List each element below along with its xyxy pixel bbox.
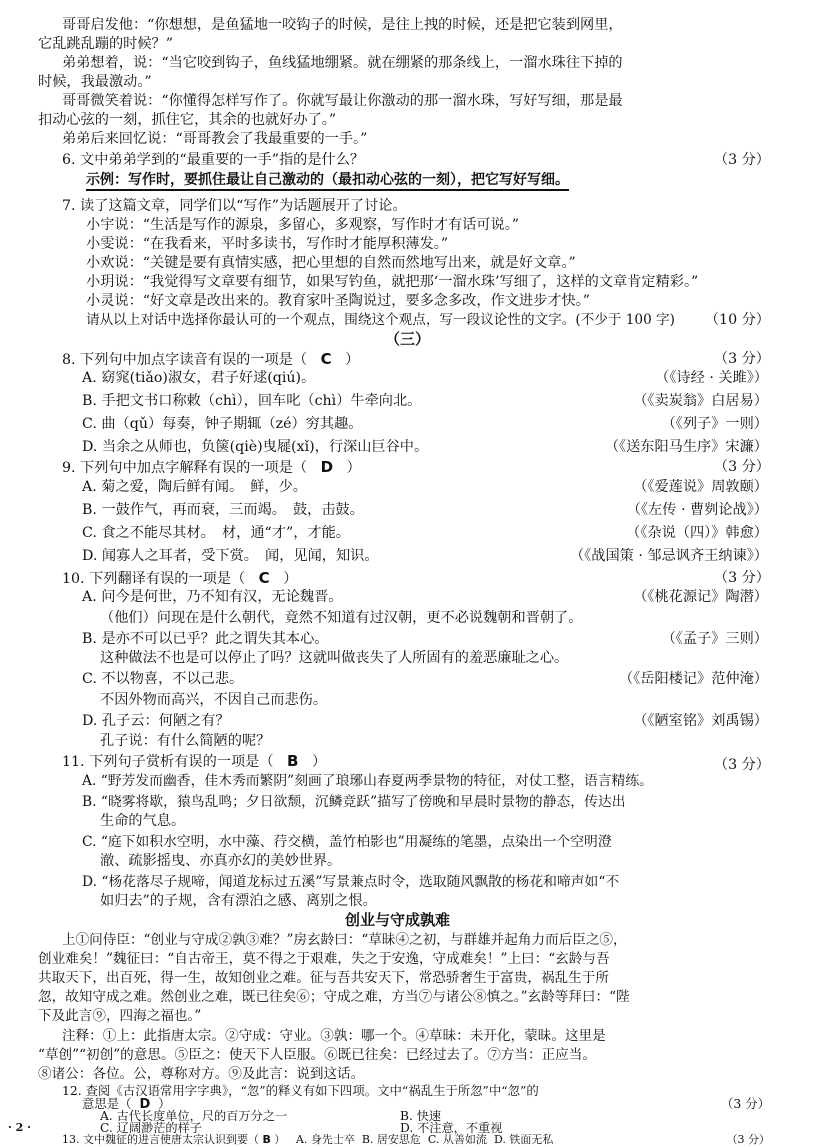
q13-close: ） [274, 1133, 286, 1146]
q10-option-a-source: （《桃花源记》陶潜） [633, 589, 768, 605]
passage-notes: “草创”“初创”的意思。⑤臣之：使天下人臣服。⑥既已往矣：已经过去了。⑦方当：正应当。 [38, 1047, 596, 1063]
q7-line: 小玥说：“我觉得写文章要有细节，如果写钓鱼，就把那‘一溜水珠’写细了，这样的文章肯定精彩。” [86, 274, 699, 290]
q12-option-a: A. 古代长度单位，尺的百万分之一 [100, 1109, 288, 1123]
passage-line: 共取天下，出百死，得一生，故知创业之难。征与吾共安天下，常恐骄奢生于富贵，祸乱生于所 [38, 970, 609, 986]
q11-answer: B [287, 752, 299, 770]
q8-stem-text: 8. 下列句中加点字读音有误的一项是（ [62, 352, 308, 368]
q10-answer: C [258, 569, 270, 587]
q13-answer: B [262, 1133, 271, 1146]
q11-option-c: C. “庭下如积水空明，水中藻、荇交横，盖竹柏影也”用凝练的笔墨，点染出一个空明澄 [82, 834, 612, 850]
q8-option-a-source: （《诗经 · 关雎》） [655, 370, 768, 386]
q8-stem [62, 350, 359, 369]
story-para-3: 哥哥微笑着说：“你懂得怎样写作了。你就写最让你激动的那一溜水珠，写好写细，那是最 [62, 93, 623, 109]
q7-line: 小欢说：“关键是要有真情实感，把心里想的自然而然地写出来，就是好文章。” [86, 255, 576, 271]
q9-option-b-source: （《左传 · 曹刿论战》） [626, 502, 768, 518]
q9-option-c-source: （《杂说（四）》韩愈） [626, 525, 768, 541]
q6-answer [86, 171, 569, 189]
q11-option-b-cont: 生命的气息。 [100, 813, 186, 829]
page-number: · 2 · [8, 1121, 31, 1134]
q12-close: ） [158, 1096, 171, 1111]
q10-option-a: A. 问今是何世，乃不知有汉，无论魏晋。 [82, 589, 343, 605]
q10-option-d-translation: 孔子说：有什么简陋的呢？ [100, 733, 271, 749]
q11-stem-text: 11. 下列句子赏析有误的一项是（ [62, 754, 274, 770]
story-para-4: 弟弟后来回忆说：“哥哥教会了我最重要的一手。” [62, 131, 368, 147]
q7-line: 小雯说：“在我看来，平时多读书，写作时才能厚积薄发。” [86, 236, 449, 252]
q9-option-a-source: （《爱莲说》周敦颐） [633, 479, 768, 495]
q8-option-d-source: （《送东阳马生序》宋濂） [604, 439, 768, 455]
story-para-1-cont: 它乱跳乱蹦的时候？” [38, 36, 173, 52]
story-para-2-cont: 时候，我最激动。” [38, 74, 152, 90]
q13-option-d: D. 铁面无私 [493, 1133, 554, 1146]
q9-option-c: C. 食之不能尽其材。 材，通“才”，才能。 [82, 525, 350, 541]
q8-option-a: A. 窈窕(tiǎo)淑女，君子好逑(qiú)。 [82, 370, 316, 386]
q7-prompt: 请从以上对话中选择你最认可的一个观点，围绕这个观点，写一段议论性的文字。(不少于 100 字) [86, 312, 675, 328]
q11-stem [62, 752, 326, 771]
q7-line: 小宇说：“生活是写作的源泉，多留心，多观察，写作时才有话可说。” [86, 217, 520, 233]
q9-option-a: A. 菊之爱，陶后鲜有闻。 鲜，少。 [82, 479, 307, 495]
q13-points: （3 分） [726, 1133, 770, 1146]
q11-option-d: D. “杨花落尽子规啼，闻道龙标过五溪”写景兼点时令，选取随风飘散的杨花和啼声如“不 [82, 874, 620, 890]
q7-line: 小灵说：“好文章是改出来的。教育家叶圣陶说过，要多念多改，作文进步才快。” [86, 293, 590, 309]
q13-option-b: B. 居安思危 [361, 1133, 421, 1146]
q10-option-c: C. 不以物喜，不以己悲。 [82, 671, 244, 687]
q10-option-d: D. 孔子云：何陋之有？ [82, 713, 230, 729]
q11-option-b: B. “晓雾将歇，猿鸟乱鸣；夕日欲颓，沉鳞竞跃”描写了傍晚和早晨时景物的静态，传达出 [82, 794, 626, 810]
section-three-heading: （三） [385, 330, 431, 348]
q7-stem: 7. 读了这篇文章，同学们以“写作”为话题展开了讨论。 [62, 198, 407, 214]
q9-stem [62, 458, 361, 477]
story-para-1: 哥哥启发他：“你想想，是鱼猛地一咬钩子的时候，是往上拽的时候，还是把它装到网里， [62, 17, 623, 33]
q11-option-c-cont: 澈、疏影摇曳、亦真亦幻的美妙世界。 [100, 853, 342, 869]
q13-stem-text: 13. 文中魏征的进言使唐太宗认识到要（ [62, 1133, 259, 1146]
q10-option-d-source: （《陋室铭》刘禹锡） [633, 713, 768, 729]
q12-points: （3 分） [721, 1096, 770, 1111]
q10-option-b-translation: 这种做法不也是可以停止了吗？这就叫做丧失了人所固有的羞恶廉耻之心。 [100, 650, 569, 666]
q9-option-d-source: （《战国策 · 邹忌讽齐王纳谏》） [570, 548, 768, 564]
passage-notes: ⑧诸公：各位。公，尊称对方。⑨及此言：说到这话。 [38, 1066, 365, 1082]
q12-stem2-text: 意思是（ [82, 1096, 132, 1111]
q10-option-c-translation: 不因外物而高兴，不因自己而悲伤。 [100, 692, 328, 708]
passage-line: 下及此言⑨，四海之福也。” [38, 1008, 202, 1024]
q8-option-b-source: （《卖炭翁》白居易） [633, 393, 768, 409]
q9-answer: D [320, 458, 334, 476]
q8-option-c-source: （《列子》一则） [661, 416, 768, 432]
q12-option-c: C. 辽阔渺茫的样子 [100, 1121, 202, 1135]
passage-title: 创业与守成孰难 [345, 911, 451, 929]
q11-option-a: A. “野芳发而幽香，佳木秀而繁阴”刻画了琅琊山春夏两季景物的特征，对仗工整，语言精练。 [82, 773, 653, 789]
q7-points: （10 分） [704, 312, 770, 328]
q8-close: ） [345, 352, 360, 368]
q9-option-b: B. 一鼓作气，再而衰，三而竭。 鼓，击鼓。 [82, 502, 364, 518]
q12-option-d: D. 不注意，不重视 [400, 1121, 503, 1135]
q11-points: （3 分） [713, 757, 770, 773]
q10-points: （3 分） [713, 570, 770, 586]
q8-option-b: B. 手把文书口称敕（chì），回车叱（chì）牛牵向北。 [82, 393, 422, 409]
passage-line: 忽，故知守成之难。然创业之难，既已往矣⑥；守成之难，方当⑦与诸公⑧慎之。”玄龄等拜曰：“陛 [38, 989, 630, 1005]
story-para-2: 弟弟想着，说：“当它咬到钩子，鱼线猛地绷紧。就在绷紧的那条线上，一溜水珠往下掉的 [62, 55, 623, 71]
q13-option-a: A. 身先士卒 [295, 1133, 355, 1146]
q6-stem: 6. 文中弟弟学到的“最重要的一手”指的是什么？ [62, 152, 365, 168]
q8-option-d: D. 当余之从师也，负箧(qiè)曳屣(xǐ)，行深山巨谷中。 [82, 439, 429, 455]
q10-stem [62, 569, 297, 588]
q10-stem-text: 10. 下列翻译有误的一项是（ [62, 571, 246, 587]
q9-stem-text: 9. 下列句中加点字解释有误的一项是（ [62, 460, 308, 476]
q9-points: （3 分） [713, 459, 770, 475]
q9-close: ） [346, 460, 361, 476]
q13-stem [62, 1134, 553, 1146]
q10-option-b-source: （《孟子》三则） [661, 631, 768, 647]
q10-close: ） [283, 571, 298, 587]
story-para-3-cont: 扣动心弦的一刻，抓住它，其余的也就好办了。” [38, 112, 337, 128]
q10-option-c-source: （《岳阳楼记》范仲淹） [619, 671, 768, 687]
q8-option-c: C. 曲（qǔ）每奏，钟子期辄（zé）穷其趣。 [82, 416, 363, 432]
q9-option-d: D. 闻寡人之耳者，受下赏。 闻，见闻，知识。 [82, 548, 379, 564]
q10-option-b: B. 是亦不可以已乎？此之谓失其本心。 [82, 631, 329, 647]
q12-option-b: B. 快速 [400, 1109, 442, 1123]
passage-line: 上①问侍臣：“创业与守成②孰③难？”房玄龄曰：“草昧④之初，与群雄并起角力而后臣之⑤， [62, 932, 627, 948]
q12-answer: D [139, 1097, 151, 1112]
q11-option-d-cont: 如归去”的子规，含有漂泊之感、离别之恨。 [100, 893, 377, 909]
passage-notes: 注释：①上：此指唐太宗。②守成：守业。③孰：哪一个。④草昧：未开化，蒙昧。这里是 [62, 1028, 606, 1044]
q11-close: ） [312, 754, 327, 770]
q8-points: （3 分） [713, 351, 770, 367]
q12-stem: 12. 查阅《古汉语常用字字典》，“忽”的释义有如下四项。文中“祸乱生于所忽”中“忽”的 [62, 1083, 539, 1098]
q6-points: （3 分） [713, 152, 770, 168]
q8-answer: C [320, 350, 332, 368]
passage-line: 创业难矣！”魏征曰：“自古帝王，莫不得之于艰难，失之于安逸，守成难矣！”上曰：“玄龄与吾 [38, 951, 610, 967]
q13-option-c: C. 从善如流 [427, 1133, 487, 1146]
q10-option-a-translation: （他们）问现在是什么朝代，竟然不知道有过汉朝，更不必说魏朝和晋朝了。 [100, 610, 583, 626]
q6-answer-text: 示例：写作时，要抓住最让自己激动的（最扣动心弦的一刻），把它写好写细。 [86, 172, 569, 191]
